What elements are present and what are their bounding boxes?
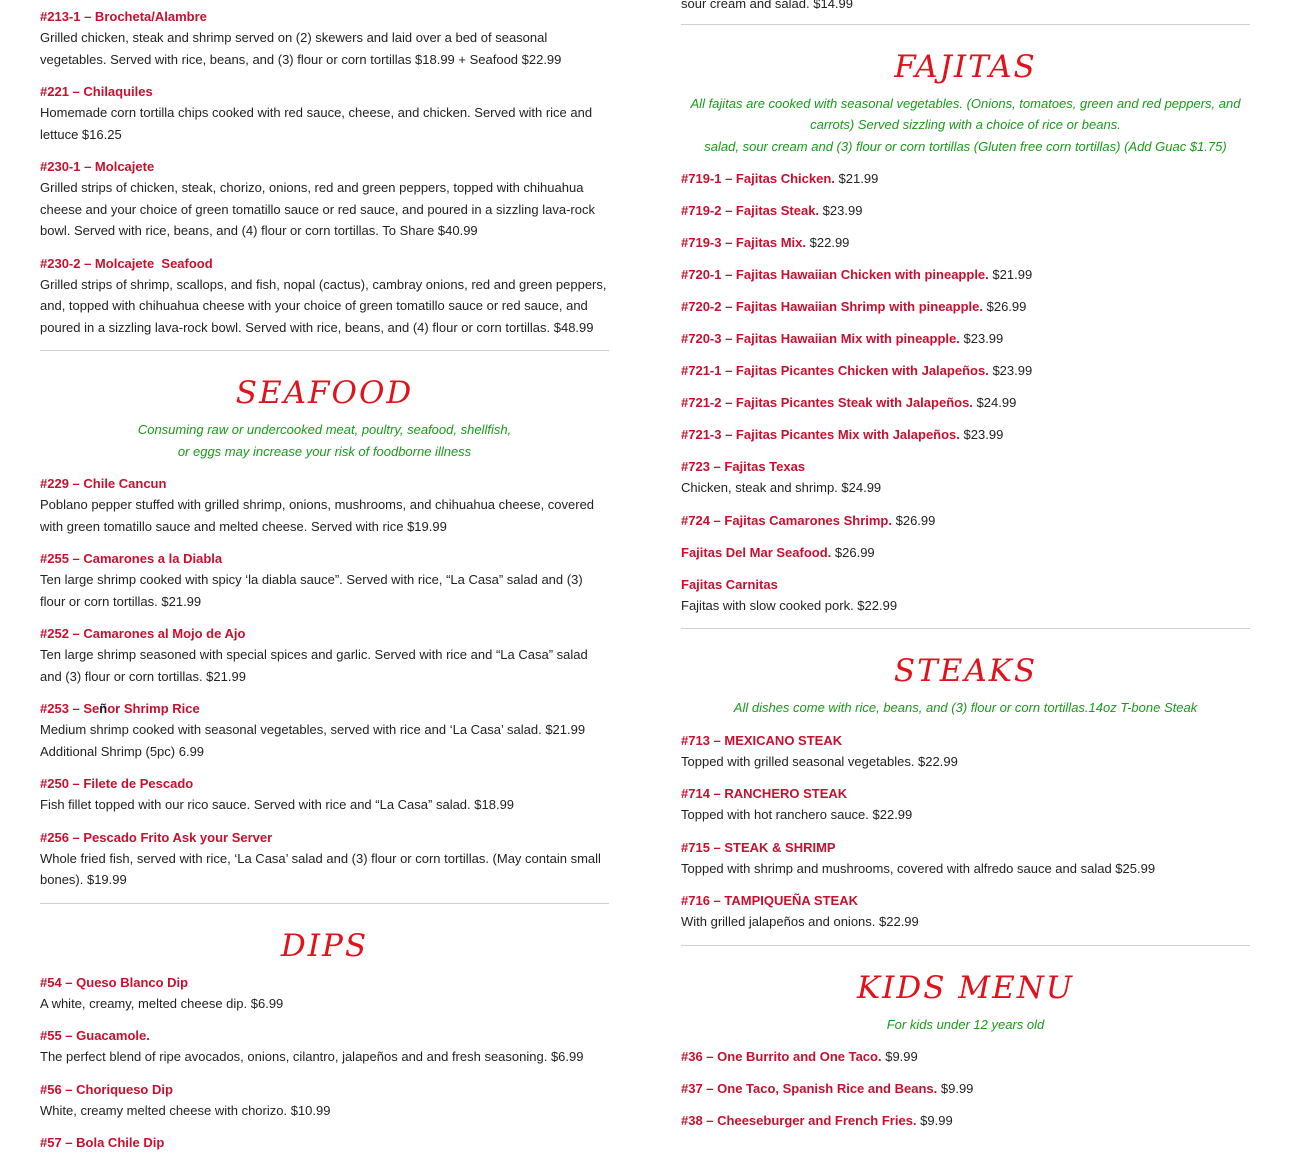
item-price: $24.99: [976, 395, 1017, 410]
item-title: #229 – Chile Cancun: [40, 476, 167, 491]
item-title: #714 – RANCHERO STEAK: [681, 786, 848, 801]
left-menu-column: [40, 6, 609, 1164]
menu-item: [40, 698, 609, 762]
menu-item: [40, 253, 609, 339]
item-description: Grilled strips of shrimp, scallops, and fish, nopal (cactus), cambray onions, red and green peppers, and, topped with chihuahua cheese with your choice of green tomatillo sauce or red sauce, and poured in a sizzling lava-rock bowl. Served with rice, beans, and (4) flour or corn tortillas. $48.99: [40, 276, 607, 335]
menu-item: [40, 81, 609, 145]
item-description: With grilled jalapeños and onions. $22.99: [681, 914, 919, 929]
item-description: Fajitas with slow cooked pork. $22.99: [681, 597, 898, 613]
menu-item: [40, 827, 609, 891]
kids-note: For kids under 12 years old: [886, 1016, 1045, 1032]
menu-item: [681, 890, 1250, 933]
item-description: Chicken, steak and shrimp. $24.99: [681, 480, 882, 495]
menu-item: [681, 392, 1250, 413]
menu-item: [40, 773, 609, 816]
menu-item: [681, 1078, 1250, 1099]
item-title: #250 – Filete de Pescado: [40, 776, 194, 791]
item-price: $23.99: [822, 203, 863, 218]
item-description: A white, creamy, melted cheese dip. $6.99: [40, 995, 284, 1011]
item-title: #716 – TAMPIQUEÑA STEAK: [681, 893, 858, 908]
item-title: #37 – One Taco, Spanish Rice and Beans.: [681, 1081, 938, 1096]
menu-item: [681, 264, 1250, 285]
continued-description: sour cream and salad. $14.99: [681, 0, 853, 11]
item-description: Grilled strips of chicken, steak, chorizo, onions, red and green peppers, topped with chihuahua cheese and your choice of green tomatillo sauce or red sauce, and poured in a sizzling lava-rock bowl. Served with rice, beans, and (4) flour or corn tortillas. To Share $40.99: [40, 180, 595, 238]
menu-item: [681, 837, 1250, 880]
note-line: or eggs may increase your risk of foodborne illness: [177, 443, 472, 459]
item-title: #230-1 – Molcajete: [40, 159, 155, 174]
section-title-kids-menu: KIDS MENU: [857, 969, 1074, 1006]
item-price: $9.99: [940, 1081, 974, 1096]
item-price: $21.99: [838, 171, 879, 186]
menu-item: [681, 783, 1250, 826]
menu-item: [40, 1132, 609, 1153]
menu-item: [681, 232, 1250, 253]
item-title: [40, 698, 609, 719]
item-title: #724 – Fajitas Camarones Shrimp.: [681, 512, 892, 528]
item-title: #221 – Chilaquiles: [40, 84, 153, 99]
item-price: $26.99: [834, 544, 875, 560]
item-title: #38 – Cheeseburger and French Fries.: [681, 1113, 917, 1128]
item-title: #721-1 – Fajitas Picantes Chicken with Jalapeños.: [681, 363, 989, 378]
section-divider: [681, 24, 1250, 25]
menu-item: [40, 972, 609, 1015]
menu-item: [681, 168, 1250, 189]
menu-item: [40, 1079, 609, 1122]
menu-item: [681, 296, 1250, 317]
item-price: $23.99: [963, 427, 1004, 442]
item-title: #252 – Camarones al Mojo de Ajo: [40, 626, 246, 641]
menu-item: [681, 542, 1250, 563]
menu-item: [40, 6, 609, 70]
menu-item: [681, 510, 1250, 531]
item-title: #719-2 – Fajitas Steak.: [681, 203, 820, 218]
section-divider: [681, 945, 1250, 946]
item-title: #36 – One Burrito and One Taco.: [681, 1049, 882, 1064]
note-line: salad, sour cream and (3) flour or corn tortillas (Gluten free corn tortillas) (Add Guac $1.75): [704, 138, 1227, 154]
note-line: All fajitas are cooked with seasonal vegetables. (Onions, tomatoes, green and red peppers, and carrots) Served sizzling with a choice of rice or beans.: [690, 95, 1241, 132]
item-description: Topped with grilled seasonal vegetables. $22.99: [681, 753, 958, 769]
menu-item: [40, 623, 609, 687]
item-price: $9.99: [885, 1049, 918, 1064]
right-menu-column: [681, 0, 1250, 1142]
item-title: Fajitas Del Mar Seafood.: [681, 544, 832, 560]
item-description: Topped with hot ranchero sauce. $22.99: [681, 807, 913, 822]
item-title: #719-1 – Fajitas Chicken.: [681, 171, 835, 186]
menu-item: [681, 456, 1250, 499]
item-price: $23.99: [963, 331, 1004, 346]
item-title: #55 – Guacamole.: [40, 1028, 150, 1043]
section-title-seafood: SEAFOOD: [235, 375, 414, 411]
item-price: $26.99: [895, 512, 936, 528]
item-title: #721-3 – Fajitas Picantes Mix with Jalapeños.: [681, 427, 960, 442]
item-title: #255 – Camarones a la Diabla: [40, 551, 223, 566]
item-price: $22.99: [809, 235, 850, 250]
note-line: Consuming raw or undercooked meat, poultry, seafood, shellfish,: [137, 422, 512, 437]
item-description: Homemade corn tortilla chips cooked with red sauce, cheese, and chicken. Served with rice and lettuce $16.25: [40, 105, 593, 142]
menu-item: [681, 730, 1250, 773]
title-part: ñ: [99, 701, 108, 716]
item-description: Medium shrimp cooked with seasonal vegetables, served with rice and ‘La Casa’ salad. $21.99: [40, 722, 586, 737]
item-title: #723 – Fajitas Texas: [681, 459, 806, 474]
item-title: #720-2 – Fajitas Hawaiian Shrimp with pineapple.: [681, 299, 983, 314]
section-title-dips: DIPS: [280, 927, 369, 964]
menu-item: [681, 200, 1250, 221]
menu-item: [681, 1046, 1250, 1067]
item-title: #720-3 – Fajitas Hawaiian Mix with pineapple.: [681, 331, 960, 346]
item-description: Grilled chicken, steak and shrimp served on (2) skewers and laid over a bed of seasonal vegetables. Served with rice, beans, and (3) flour or corn tortillas $18.99 + Seafood $22.99: [40, 30, 562, 67]
menu-item: [40, 1025, 609, 1068]
item-title: #54 – Queso Blanco Dip: [40, 974, 189, 990]
item-description: Ten large shrimp seasoned with special spices and garlic. Served with rice and “La Casa” salad and (3) flour or corn tortillas. $21.99: [40, 647, 588, 684]
item-description: White, creamy melted cheese with chorizo. $10.99: [40, 1102, 331, 1118]
section-divider: [681, 628, 1250, 629]
menu-item: [681, 328, 1250, 349]
item-title: #720-1 – Fajitas Hawaiian Chicken with pineapple.: [681, 267, 989, 282]
steaks-note: All dishes come with rice, beans, and (3) flour or corn tortillas.14oz T-bone Steak: [733, 700, 1198, 715]
item-title: #715 – STEAK & SHRIMP: [681, 839, 836, 855]
section-divider: [40, 350, 609, 351]
title-part: #253 – Se: [40, 701, 100, 716]
menu-item: [681, 360, 1250, 381]
item-title: #713 – MEXICANO STEAK: [681, 732, 843, 748]
section-title-steaks: STEAKS: [893, 653, 1038, 689]
item-title: Fajitas Carnitas: [681, 576, 778, 592]
seafood-warning-note: [40, 419, 609, 462]
item-description-extra: Additional Shrimp (5pc) 6.99: [40, 743, 205, 759]
section-title-fajitas: FAJITAS: [894, 48, 1037, 85]
item-description: Whole fried fish, served with rice, ‘La Casa’ salad and (3) flour or corn tortillas. (May contain small bones). $19.99: [40, 850, 601, 887]
menu-item: [681, 574, 1250, 617]
item-description: The perfect blend of ripe avocados, onions, cilantro, jalapeños and and fresh seasoning. $6.99: [40, 1049, 584, 1064]
item-title: #57 – Bola Chile Dip: [40, 1135, 165, 1150]
item-price: $23.99: [992, 363, 1033, 378]
menu-item: [40, 473, 609, 537]
item-title: #721-2 – Fajitas Picantes Steak with Jalapeños.: [681, 395, 973, 410]
item-description: Fish fillet topped with our rico sauce. Served with rice and “La Casa” salad. $18.99: [40, 797, 515, 812]
item-description: Topped with shrimp and mushrooms, covered with alfredo sauce and salad $25.99: [681, 860, 1156, 876]
item-title: #230-2 – Molcajete Seafood: [40, 255, 213, 271]
section-divider: [40, 903, 609, 904]
menu-item: [681, 424, 1250, 445]
item-title: #719-3 – Fajitas Mix.: [681, 235, 807, 250]
title-part: or Shrimp Rice: [107, 701, 200, 716]
item-title: #256 – Pescado Frito Ask your Server: [40, 829, 273, 845]
menu-item: [681, 1110, 1250, 1131]
item-price: $26.99: [986, 299, 1027, 314]
item-price: $21.99: [992, 267, 1033, 282]
item-description: Poblano pepper stuffed with grilled shrimp, onions, mushrooms, and chihuahua cheese, covered with green tomatillo sauce and melted cheese. Served with rice $19.99: [40, 497, 595, 534]
menu-item: [40, 548, 609, 612]
fajitas-note: [681, 93, 1250, 158]
item-title: #213-1 – Brocheta/Alambre: [40, 9, 207, 24]
item-description: Ten large shrimp cooked with spicy ‘la diabla sauce”. Served with rice, “La Casa” salad and (3) flour or corn tortillas. $21.99: [40, 572, 583, 609]
item-title: #56 – Choriqueso Dip: [40, 1081, 173, 1097]
menu-item: [40, 156, 609, 242]
item-price: $9.99: [920, 1113, 953, 1128]
